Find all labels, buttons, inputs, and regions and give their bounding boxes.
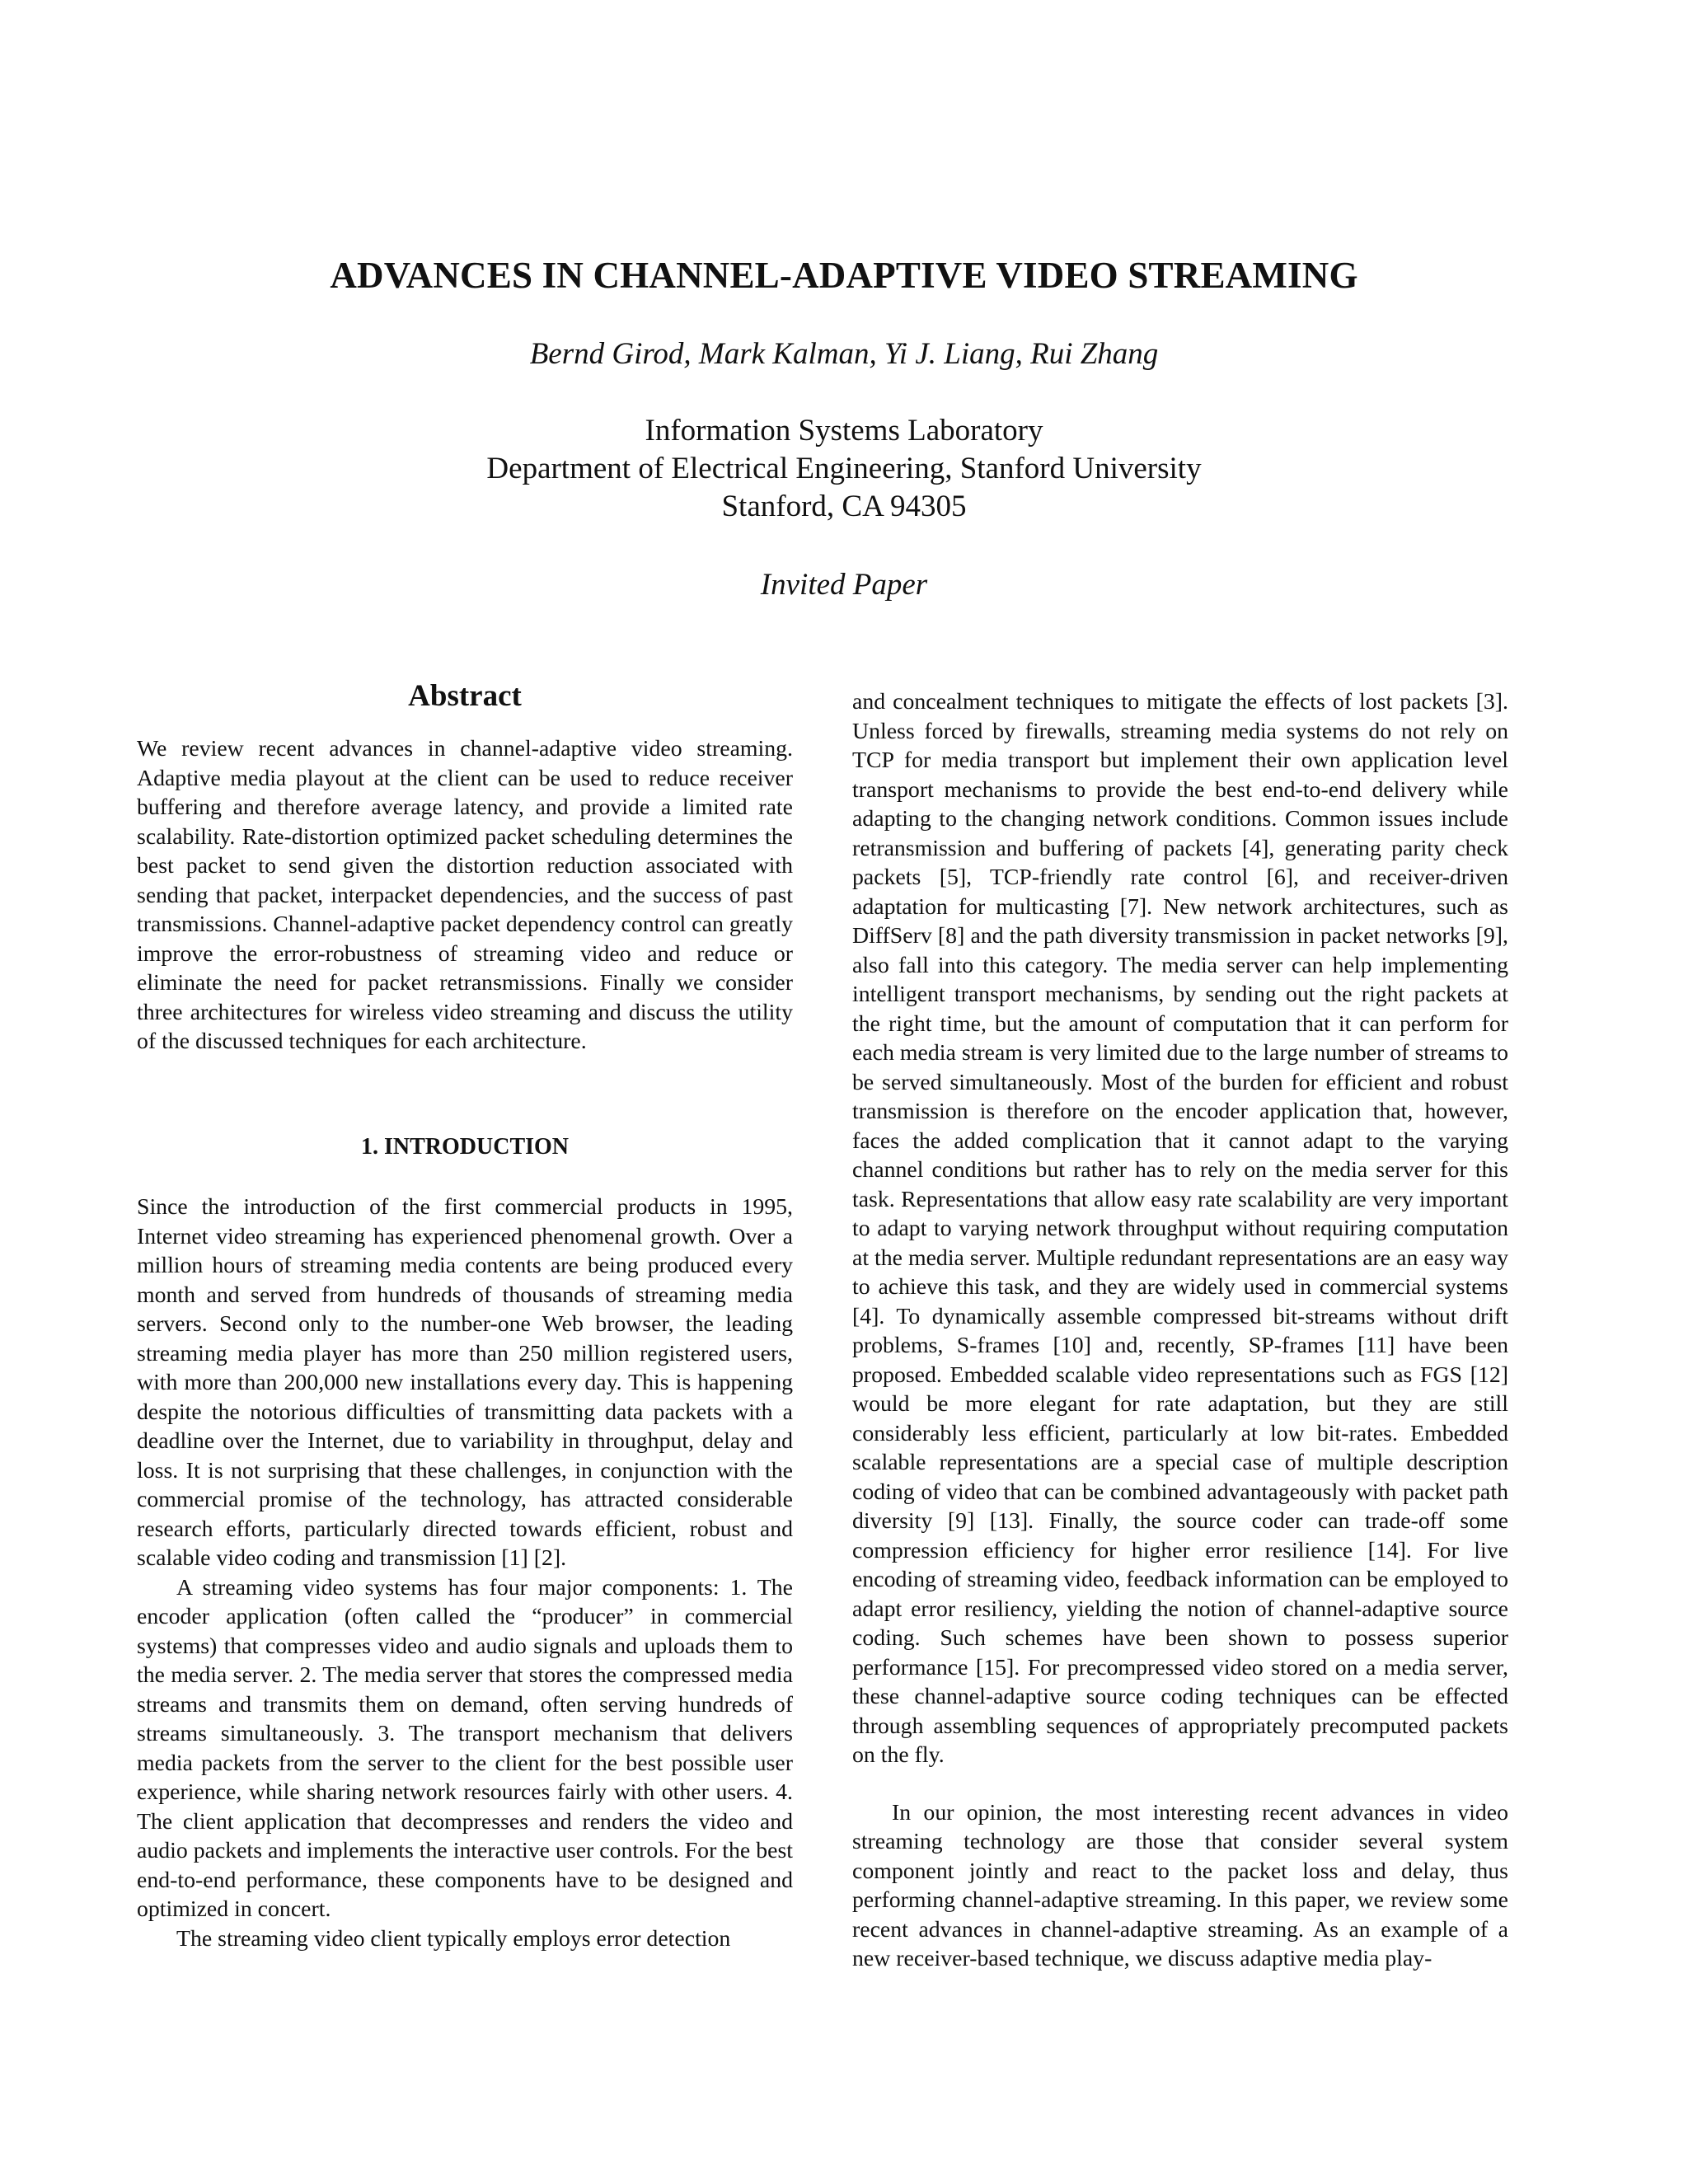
paragraph: and concealment techniques to mitigate the effects of lost packets [3]. Unless forced by firewalls, streaming media systems do not rely on TCP for media transport but implement their own application level transport mechanisms to provide the best end-to-end delivery while adapting to the changing network conditions. Common issues include retransmission and buffering of packets [4], generating parity check packets [5], TCP-friendly rate control [6], and receiver-driven adaptation for multicasting [7]. New network architectures, such as DiffServ [8] and the path diversity transmission in packet networks [9], also fall into this category. The media server can help implementing intelligent transport mechanisms, by sending out the right packets at the right time, but the amount of computation that it can perform for each media stream is very limited due to the large number of streams to be served simultaneously. Most of the burden for efficient and robust transmission is therefore on the encoder application that, however, faces the added complication that it cannot adapt to the varying channel conditions but rather has to rely on the media server for this task. Representations that allow easy rate scalability are very important to adapt to varying network throughput without requiring computation at the media server. Multiple redundant representations are an easy way to achieve this task, and they are widely used in commercial systems [4]. To dynamically assemble compressed bit-streams without drift problems, S-frames [10] and, recently, SP-frames [11] have been proposed. Embedded scalable video representations such as FGS [12] would be more elegant for rate adaptation, but they are still considerably less efficient, particularly at low bit-rates. Embedded scalable representations are a special case of multiple description coding of video that can be combined advantageously with packet path diversity [9] [13]. Finally, the source coder can trade-off some compression efficiency for higher error resilience [14]. For live encoding of streaming video, feedback information can be employed to adapt error resiliency, yielding the notion of channel-adaptive source coding. Such schemes have been shown to possess superior performance [15]. For precompressed video stored on a media server, these channel-adaptive source coding techniques can be effected through assembling sequences of appropriately precomputed packets on the fly. (852, 689, 1508, 1768)
paragraph: The streaming video client typically employs error detection (176, 1925, 731, 1952)
paragraph: Since the introduction of the first commercial products in 1995, Internet video streaming has experienced phenomenal growth. Over a million hours of streaming media contents are being produced every month and served from hundreds of thousands of streaming media servers. Second only to the number-one Web browser, the leading streaming media player has more than 250 million registered users, with more than 200,000 new installations every day. This is happening despite the notorious difficulties of transmitting data packets with a deadline over the Internet, due to variability in throughput, delay and loss. It is not surprising that these challenges, in conjunction with the commercial promise of the technology, has attracted considerable research efforts, particularly directed towards efficient, robust and scalable video coding and transmission [1] [2]. (137, 1194, 793, 1571)
abstract-paragraph: We review recent advances in channel-adaptive video streaming. Adaptive media playout at the client can be used to reduce receiver buffering and therefore average latency, and provide a limited rate scalability. Rate-distortion optimized packet scheduling determines the best packet to send given the distortion reduction associated with sending that packet, interpacket dependencies, and the success of past transmissions. Channel-adaptive packet dependency control can greatly improve the error-robustness of streaming video and reduce or eliminate the need for packet retransmissions. Finally we consider three architectures for wireless video streaming and discuss the utility of the discussed techniques for each architecture. (137, 736, 793, 1054)
affiliation-department: Department of Electrical Engineering, Stanford University (486, 452, 1202, 485)
affiliation (0, 412, 1688, 526)
author-list: Bernd Girod, Mark Kalman, Yi J. Liang, Rui Zhang (529, 337, 1159, 371)
paper-title: ADVANCES IN CHANNEL-ADAPTIVE VIDEO STREAMING (330, 255, 1358, 296)
abstract-text (137, 734, 793, 1057)
right-column (852, 687, 1508, 1974)
abstract-heading: Abstract (408, 679, 522, 713)
paragraph: A streaming video systems has four major components: 1. The encoder application (often called the “producer” in commercial systems) that compresses video and audio signals and uploads them to the media server. 2. The media server that stores the compressed media streams and transmits them on demand, often serving hundreds of streams simultaneously. 3. The transport mechanism that delivers media packets from the server to the client for the best possible user experience, while sharing network resources fairly with other users. 4. The client application that decompresses and renders the video and audio packets and implements the interactive user controls. For the best end-to-end performance, these components have to be designed and optimized in concert. (137, 1574, 793, 1922)
paper-type: Invited Paper (760, 568, 928, 602)
section-heading-introduction: 1. INTRODUCTION (360, 1134, 570, 1160)
affiliation-lab: Information Systems Laboratory (645, 414, 1043, 448)
affiliation-address: Stanford, CA 94305 (721, 490, 967, 523)
paragraph: In our opinion, the most interesting recent advances in video streaming technology are those that consider several system component jointly and react to the packet loss and delay, thus performing channel-adaptive streaming. In this paper, we review some recent advances in channel-adaptive streaming. As an example of a new receiver-based technique, we discuss adaptive media play- (852, 1799, 1508, 1971)
introduction-left-column (137, 1193, 793, 1953)
